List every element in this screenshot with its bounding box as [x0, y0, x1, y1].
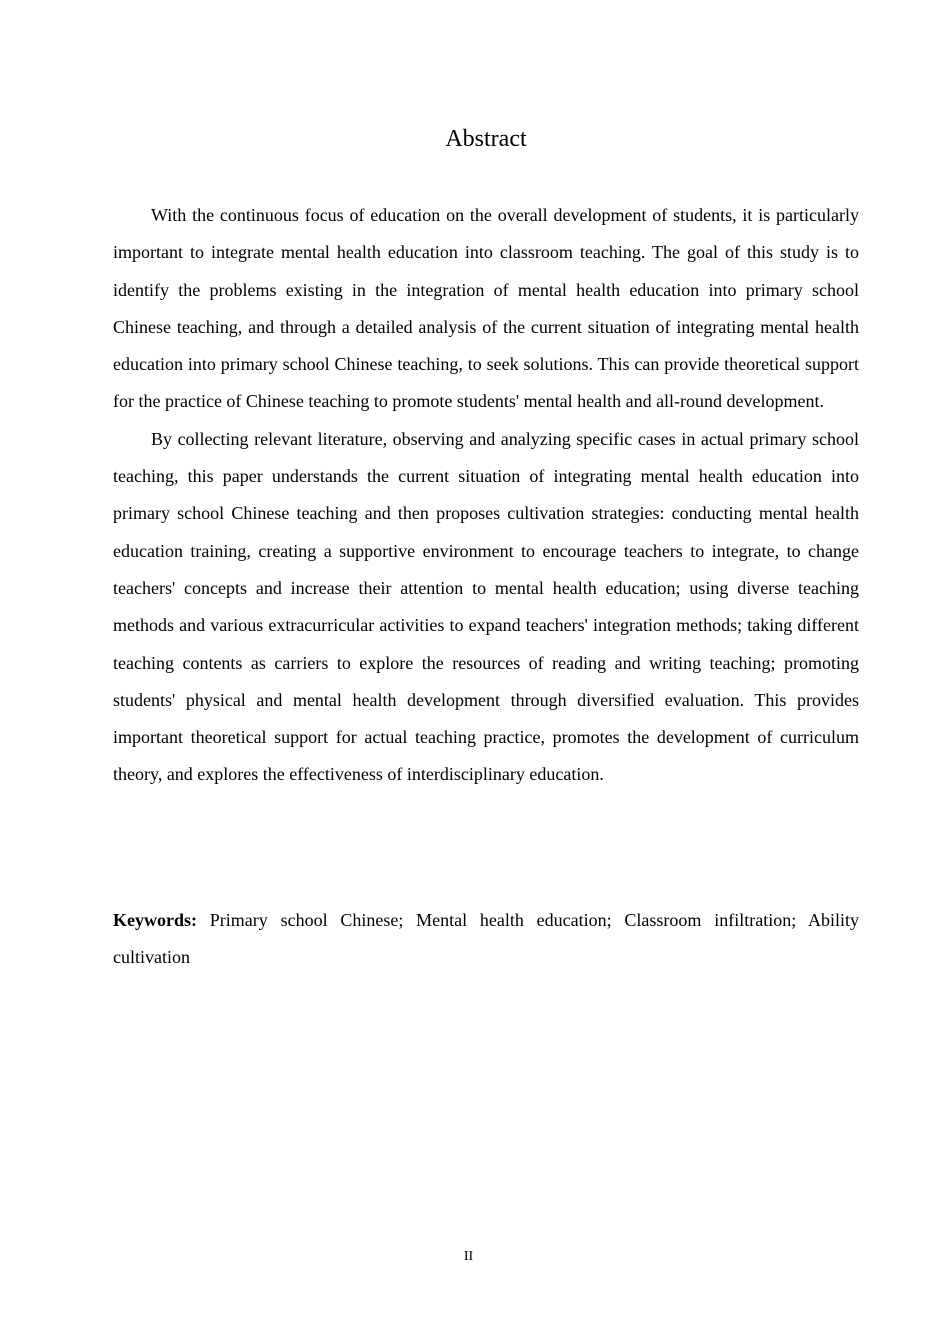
abstract-title: Abstract — [445, 126, 527, 152]
abstract-body — [113, 197, 859, 794]
abstract-paragraph-1: With the continuous focus of education on the overall development of students, it is particularly important to integrate mental health education into classroom teaching. The goal of this study is to identify the problems existing in the integration of mental health education into primary school Chinese teaching, and through a detailed analysis of the current situation of integrating mental health education into primary school Chinese teaching, to seek solutions. This can provide theoretical support for the practice of Chinese teaching to promote students' mental health and all-round development. — [113, 205, 859, 412]
page-number: II — [463, 1249, 474, 1264]
keywords-line — [113, 902, 859, 977]
keywords-label: Keywords: — [113, 910, 197, 930]
abstract-paragraph-2: By collecting relevant literature, observing and analyzing specific cases in actual primary school teaching, this paper understands the current situation of integrating mental health education into primary school Chinese teaching and then proposes cultivation strategies: conducting mental health education training, creating a supportive environment to encourage teachers to integrate, to change teachers' concepts and increase their attention to mental health education; using diverse teaching methods and various extracurricular activities to expand teachers' integration methods; taking different teaching contents as carriers to explore the resources of reading and writing teaching; promoting students' physical and mental health development through diversified evaluation. This provides important theoretical support for actual teaching practice, promotes the development of curriculum theory, and explores the effectiveness of interdisciplinary education. — [113, 428, 859, 785]
keywords-text: Primary school Chinese; Mental health education; Classroom infiltration; Ability cultivation — [113, 910, 859, 968]
